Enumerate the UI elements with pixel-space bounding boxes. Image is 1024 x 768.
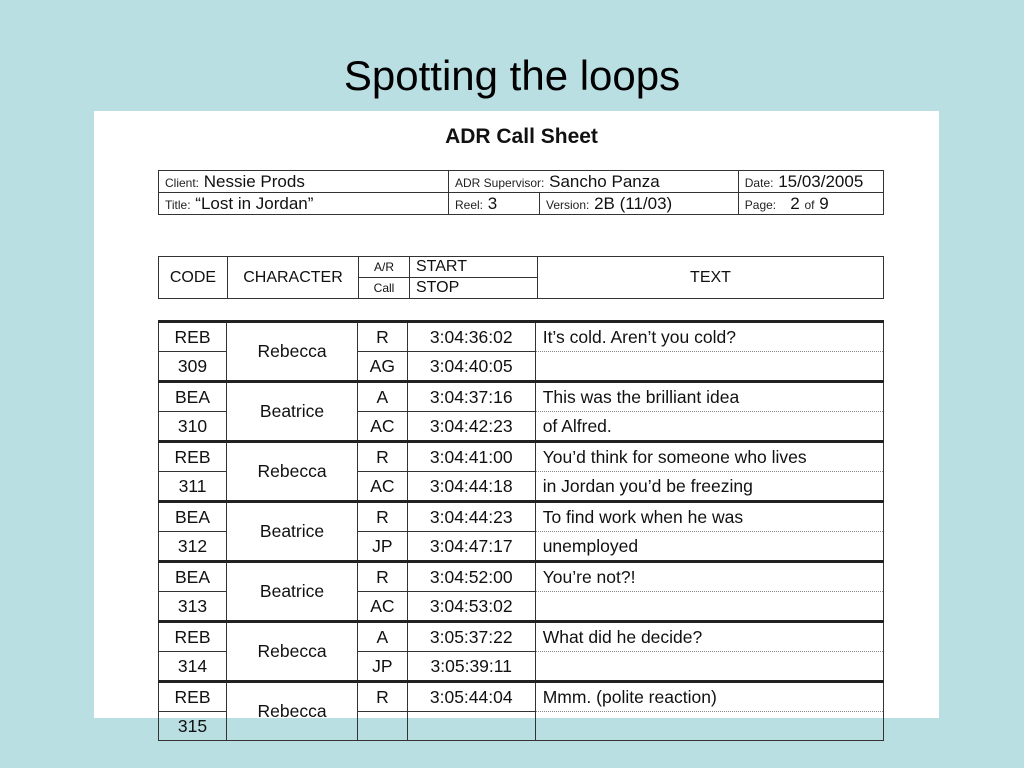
header-call: Call [359, 278, 410, 299]
sheet-title: ADR Call Sheet [445, 125, 598, 148]
loop-code: BEA [159, 502, 227, 532]
column-headers [158, 256, 884, 299]
client-value: Nessie Prods [203, 171, 305, 191]
loop-code: REB [159, 322, 227, 352]
loop-stop: 3:04:44:18 [407, 472, 535, 502]
loop-number: 309 [159, 352, 227, 382]
title-label: Title: [165, 197, 191, 212]
loop-row [159, 322, 884, 352]
loop-text-line1: You’re not?! [535, 562, 883, 592]
page-value: 2 [790, 193, 800, 213]
loop-call: AG [358, 352, 408, 382]
loop-ar: R [358, 562, 408, 592]
loop-call: AC [358, 592, 408, 622]
loop-call: JP [358, 532, 408, 562]
page-of-label: of [804, 197, 815, 212]
loop-code: BEA [159, 562, 227, 592]
loop-character: Beatrice [227, 502, 358, 562]
loop-text-line2 [535, 712, 883, 741]
loop-entries [158, 320, 884, 741]
page-label: Page: [744, 197, 777, 212]
loop-call: AC [358, 472, 408, 502]
loop-start: 3:05:44:04 [407, 682, 535, 712]
supervisor-label: ADR Supervisor: [455, 175, 545, 190]
reel-cell [449, 193, 540, 215]
loop-ar: A [358, 622, 408, 652]
loop-call: AC [358, 412, 408, 442]
reel-label: Reel: [455, 197, 484, 212]
loop-number: 313 [159, 592, 227, 622]
header-character: CHARACTER [228, 257, 359, 299]
header-stop: STOP [410, 278, 538, 299]
date-label: Date: [744, 175, 774, 190]
loop-text-line2 [535, 592, 883, 622]
loop-start: 3:04:41:00 [407, 442, 535, 472]
loop-text-line1: It’s cold. Aren’t you cold? [535, 322, 883, 352]
header-start: START [410, 257, 538, 278]
loop-text-line2: unemployed [535, 532, 883, 562]
loop-code: REB [159, 682, 227, 712]
loop-number: 310 [159, 412, 227, 442]
loop-text-line2: of Alfred. [535, 412, 883, 442]
supervisor-value: Sancho Panza [549, 171, 660, 191]
loop-stop: 3:04:40:05 [407, 352, 535, 382]
loop-row [159, 622, 884, 652]
loop-number: 311 [159, 472, 227, 502]
loop-text-line2 [535, 652, 883, 682]
loop-start: 3:05:37:22 [407, 622, 535, 652]
loop-ar: R [358, 322, 408, 352]
loop-text-line1: This was the brilliant idea [535, 382, 883, 412]
title-cell [159, 193, 449, 215]
loop-character: Beatrice [227, 382, 358, 442]
loop-start: 3:04:52:00 [407, 562, 535, 592]
loop-character: Rebecca [227, 622, 358, 682]
reel-value: 3 [487, 193, 498, 213]
loop-text-line2 [535, 352, 883, 382]
title-value: “Lost in Jordan” [195, 193, 314, 213]
supervisor-cell [449, 171, 739, 193]
loop-character: Beatrice [227, 562, 358, 622]
loop-character: Rebecca [227, 682, 358, 741]
header-text: TEXT [538, 257, 884, 299]
adr-call-sheet [94, 111, 939, 736]
loop-call [358, 712, 408, 741]
client-label: Client: [165, 175, 200, 190]
loop-number: 312 [159, 532, 227, 562]
loop-number: 315 [159, 712, 227, 741]
loop-text-line1: To find work when he was [535, 502, 883, 532]
loop-row [159, 562, 884, 592]
loop-character: Rebecca [227, 442, 358, 502]
loop-stop: 3:04:47:17 [407, 532, 535, 562]
date-value: 15/03/2005 [778, 171, 864, 191]
loop-ar: R [358, 442, 408, 472]
loop-start: 3:04:37:16 [407, 382, 535, 412]
loop-text-line2: in Jordan you’d be freezing [535, 472, 883, 502]
loop-code: BEA [159, 382, 227, 412]
page-total-value: 9 [819, 193, 829, 213]
version-value: 2B (11/03) [594, 193, 673, 213]
loop-code: REB [159, 622, 227, 652]
version-cell [540, 193, 739, 215]
loop-row [159, 442, 884, 472]
page-cell [738, 193, 883, 215]
loop-stop [407, 712, 535, 741]
date-cell [738, 171, 883, 193]
loop-row [159, 382, 884, 412]
loop-stop: 3:04:53:02 [407, 592, 535, 622]
loop-text-line1: What did he decide? [535, 622, 883, 652]
loop-start: 3:04:36:02 [407, 322, 535, 352]
loop-stop: 3:05:39:11 [407, 652, 535, 682]
loop-call: JP [358, 652, 408, 682]
loop-stop: 3:04:42:23 [407, 412, 535, 442]
version-label: Version: [546, 197, 590, 212]
client-cell [159, 171, 449, 193]
loop-character: Rebecca [227, 322, 358, 382]
header-ar: A/R [359, 257, 410, 278]
loop-row [159, 682, 884, 712]
slide-title: Spotting the loops [343, 52, 681, 99]
loop-row [159, 502, 884, 532]
header-code: CODE [159, 257, 228, 299]
loop-ar: A [358, 382, 408, 412]
loop-text-line1: Mmm. (polite reaction) [535, 682, 883, 712]
loop-code: REB [159, 442, 227, 472]
loop-text-line1: You’d think for someone who lives [535, 442, 883, 472]
loop-ar: R [358, 502, 408, 532]
loop-number: 314 [159, 652, 227, 682]
sheet-header-info [158, 170, 884, 215]
loop-start: 3:04:44:23 [407, 502, 535, 532]
loop-ar: R [358, 682, 408, 712]
